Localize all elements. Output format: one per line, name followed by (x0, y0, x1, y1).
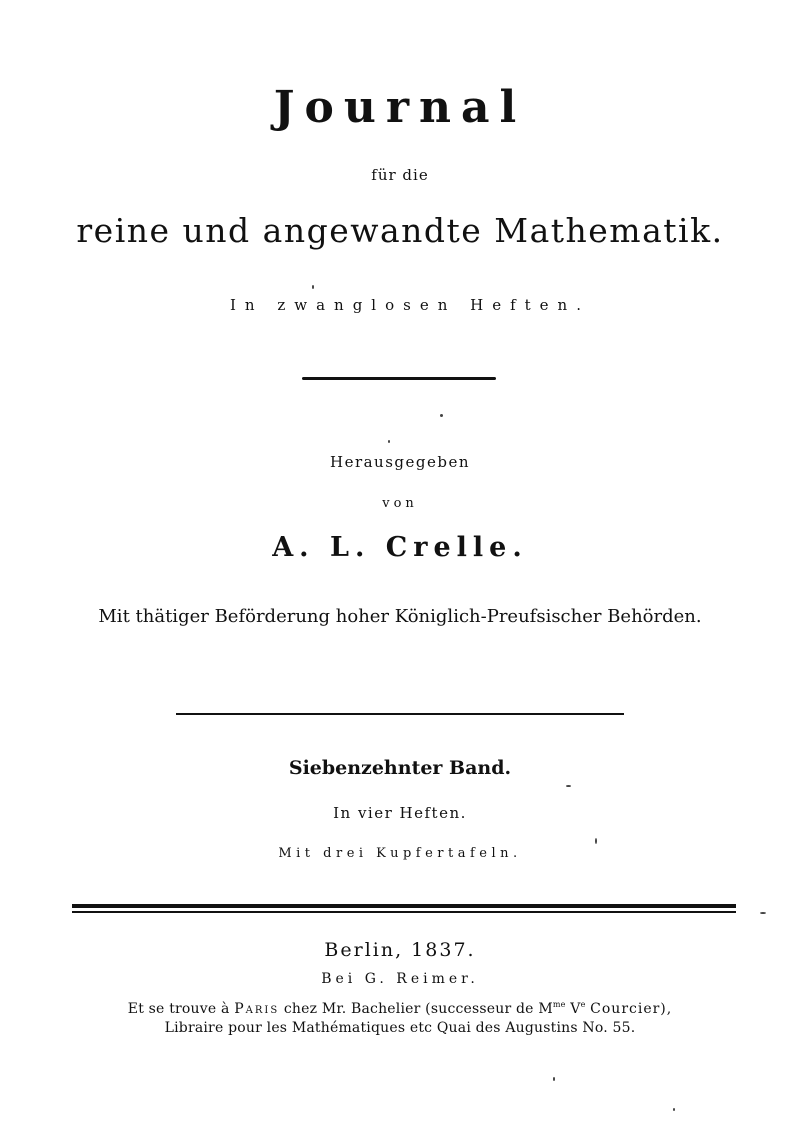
sponsorship-text: Mit thätiger Beförderung hoher Königlich-Preufsischer Behörden. (98, 606, 702, 627)
courcier-text: Courcier), (590, 1001, 673, 1017)
ornamental-rule-top (302, 377, 496, 380)
mme-superscript: me (552, 1000, 566, 1009)
print-speck (760, 912, 766, 914)
print-speck (312, 285, 314, 289)
herausgegeben-text: Herausgegeben (329, 453, 471, 471)
journal-subtitle: reine und angewandte Mathematik. (76, 211, 724, 250)
issue-format-text: In zwanglosen Heften. (230, 296, 590, 314)
trouve-text: Et se trouve à (127, 1001, 230, 1017)
volume-title: Siebenzehnter Band. (288, 757, 512, 779)
print-speck (673, 1108, 675, 1111)
print-speck (553, 1077, 555, 1081)
paris-text: Paris (234, 1001, 280, 1017)
libraire-line: Libraire pour les Mathématiques etc Quai des Augustins No. 55. (164, 1020, 636, 1036)
divider-rule-middle (176, 713, 624, 715)
divider-rule-bottom-thin (72, 911, 736, 913)
v-text: V (570, 1001, 581, 1017)
paris-distributor-line (0, 1001, 800, 1016)
publisher-name: Bei G. Reimer. (321, 971, 479, 987)
divider-rule-bottom-thick (72, 904, 736, 908)
print-speck (566, 785, 571, 787)
print-speck (388, 440, 390, 443)
journal-title: Journal (273, 82, 527, 133)
issue-count-text: In vier Heften. (333, 804, 467, 822)
print-speck (595, 838, 597, 844)
fuer-die-text: für die (371, 166, 429, 184)
editor-name: A. L. Crelle. (272, 532, 528, 563)
von-text: von (382, 496, 418, 511)
place-year: Berlin, 1837. (324, 939, 476, 961)
bachelier-text: chez Mr. Bachelier (successeur de M (283, 1001, 553, 1017)
v-superscript: e (580, 1000, 586, 1009)
plates-text: Mit drei Kupfertafeln. (278, 846, 522, 861)
print-speck (440, 414, 443, 417)
